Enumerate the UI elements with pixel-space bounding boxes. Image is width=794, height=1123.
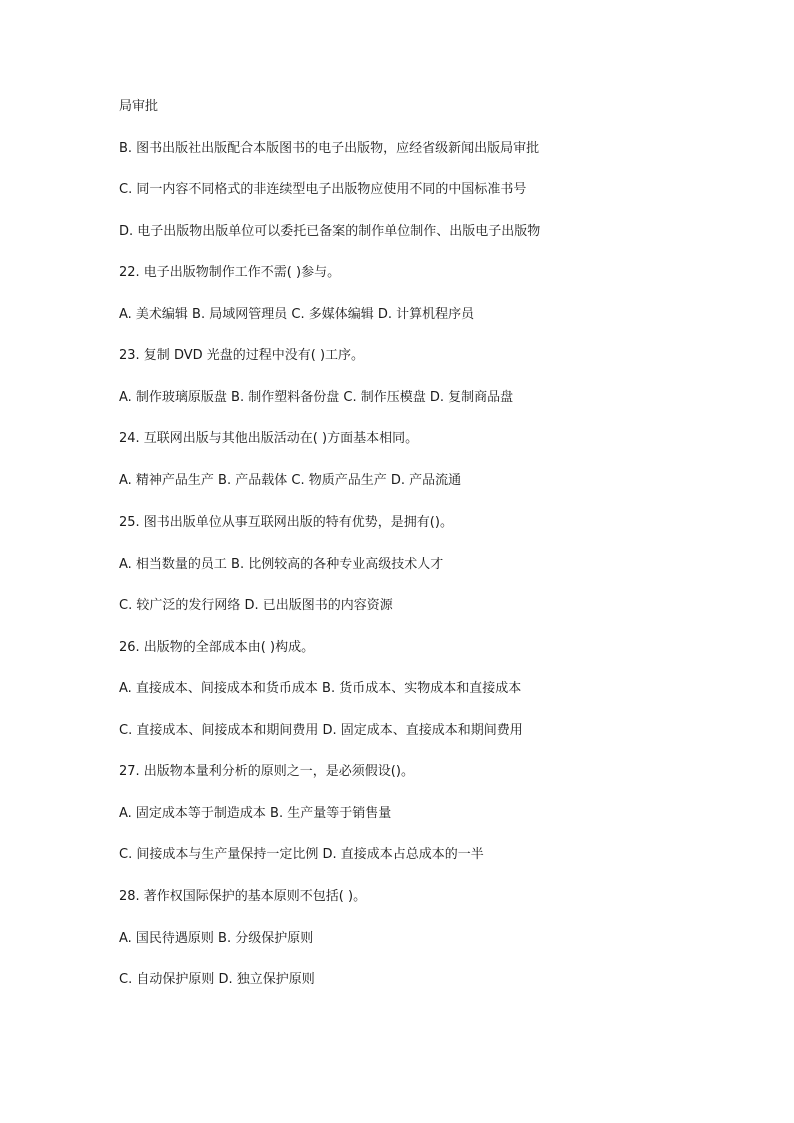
text-line: C. 同一内容不同格式的非连续型电子出版物应使用不同的中国标准书号 (119, 182, 527, 197)
options-line: A. 美术编辑 B. 局域网管理员 C. 多媒体编辑 D. 计算机程序员 (119, 307, 475, 322)
options-line: A. 相当数量的员工 B. 比例较高的各种专业高级技术人才 (119, 557, 444, 572)
question-line: 24. 互联网出版与其他出版活动在( )方面基本相同。 (119, 431, 419, 446)
options-line: C. 间接成本与生产量保持一定比例 D. 直接成本占总成本的一半 (119, 847, 484, 862)
options-line: C. 自动保护原则 D. 独立保护原则 (119, 972, 315, 987)
options-line: C. 较广泛的发行网络 D. 已出版图书的内容资源 (119, 598, 393, 613)
text-line: 局审批 (119, 99, 159, 114)
text-line: B. 图书出版社出版配合本版图书的电子出版物，应经省级新闻出版局审批 (119, 141, 540, 156)
question-line: 25. 图书出版单位从事互联网出版的特有优势，是拥有()。 (119, 515, 453, 530)
options-line: A. 直接成本、间接成本和货币成本 B. 货币成本、实物成本和直接成本 (119, 681, 522, 696)
options-line: C. 直接成本、间接成本和期间费用 D. 固定成本、直接成本和期间费用 (119, 723, 523, 738)
question-line: 22. 电子出版物制作工作不需( )参与。 (119, 265, 341, 280)
question-line: 23. 复制 DVD 光盘的过程中没有( )工序。 (119, 348, 365, 363)
question-line: 27. 出版物本量利分析的原则之一，是必须假设()。 (119, 764, 414, 779)
options-line: A. 国民待遇原则 B. 分级保护原则 (119, 931, 314, 946)
text-line: D. 电子出版物出版单位可以委托已备案的制作单位制作、出版电子出版物 (119, 224, 541, 239)
options-line: A. 精神产品生产 B. 产品载体 C. 物质产品生产 D. 产品流通 (119, 473, 462, 488)
question-line: 28. 著作权国际保护的基本原则不包括( )。 (119, 889, 367, 904)
options-line: A. 制作玻璃原版盘 B. 制作塑料备份盘 C. 制作压模盘 D. 复制商品盘 (119, 390, 514, 405)
question-line: 26. 出版物的全部成本由( )构成。 (119, 640, 315, 655)
options-line: A. 固定成本等于制造成本 B. 生产量等于销售量 (119, 806, 392, 821)
